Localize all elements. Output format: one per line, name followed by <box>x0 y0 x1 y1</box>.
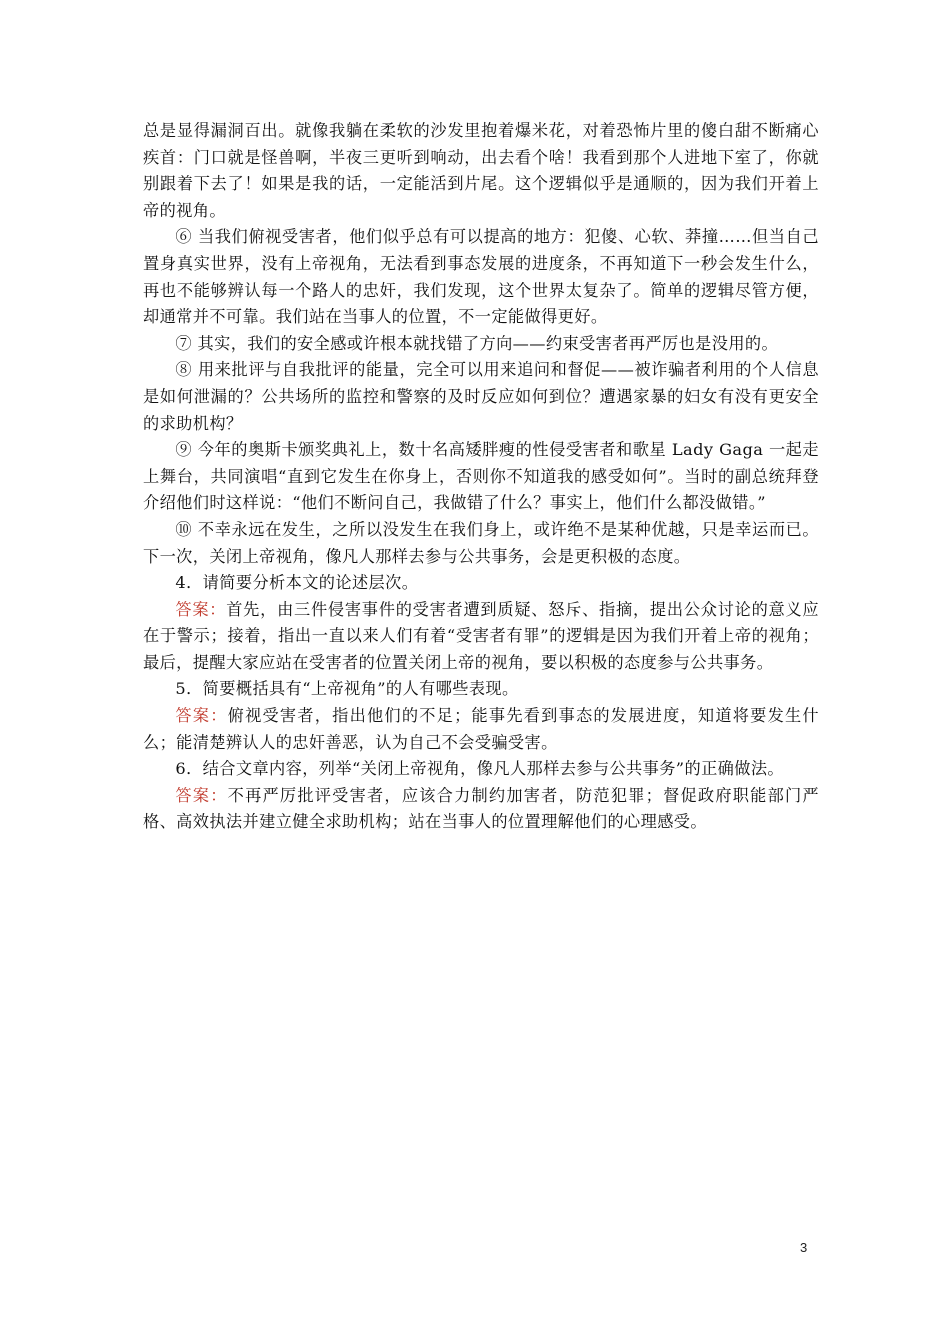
paragraph-8: ⑧ 用来批评与自我批评的能量，完全可以用来追问和督促——被诈骗者利用的个人信息是如何泄漏的？公共场所的监控和警察的及时反应如何到位？遭遇家暴的妇女有没有更安全的求助机构？ <box>143 360 819 433</box>
answer-text: 不再严厉批评受害者，应该合力制约加害者，防范犯罪；督促政府职能部门严格、高效执法并建立健全求助机构；站在当事人的位置理解他们的心理感受。 <box>143 785 819 832</box>
paragraph-7: ⑦ 其实，我们的安全感或许根本就找错了方向——约束受害者再严厉也是没用的。 <box>175 333 779 353</box>
answer-text: 俯视受害者，指出他们的不足；能事先看到事态的发展进度，知道将要发生什么；能清楚辨认人的忠奸善恶，认为自己不会受骗受害。 <box>143 706 819 752</box>
answer-text: 首先，由三件侵害事件的受害者遭到质疑、怒斥、指摘，提出公众讨论的意义应在于警示；接着，指出一直以来人们有着“受害者有罪”的逻辑是因为我们开着上帝的视角；最后，提醒大家应站在受害者的位置关闭上帝的视角，要以积极的态度参与公共事务。 <box>143 599 819 672</box>
question-5: 5．简要概括具有“上帝视角”的人有哪些表现。 <box>175 679 519 699</box>
answer-5 <box>143 703 819 756</box>
answer-6 <box>143 783 819 836</box>
answer-label: 答案： <box>175 599 227 619</box>
paragraph-6: ⑥ 当我们俯视受害者，他们似乎总有可以提高的地方：犯傻、心软、莽撞……但当自己置身真实世界，没有上帝视角，无法看到事态发展的进度条，不再知道下一秒会发生什么，再也不能够辨认每一个路人的忠奸，我们发现，这个世界太复杂了。简单的逻辑尽管方便，却通常并不可靠。我们站在当事人的位置，不一定能做得更好。 <box>143 227 819 327</box>
answer-4 <box>143 597 819 677</box>
question-6: 6．结合文章内容，列举“关闭上帝视角，像凡人那样去参与公共事务”的正确做法。 <box>175 759 785 779</box>
answer-label: 答案： <box>175 706 228 726</box>
document-body <box>143 118 819 836</box>
question-4: 4．请简要分析本文的论述层次。 <box>175 573 419 593</box>
answer-label: 答案： <box>175 785 228 805</box>
paragraph-continuation: 总是显得漏洞百出。就像我躺在柔软的沙发里抱着爆米花，对着恐怖片里的傻白甜不断痛心疾首：门口就是怪兽啊，半夜三更听到响动，出去看个啥！我看到那个人进地下室了，你就别跟着下去了！如果是我的话，一定能活到片尾。这个逻辑似乎是通顺的，因为我们开着上帝的视角。 <box>143 121 819 220</box>
paragraph-10: ⑩ 不幸永远在发生，之所以没发生在我们身上，或许绝不是某种优越，只是幸运而已。下一次，关闭上帝视角，像凡人那样去参与公共事务，会是更积极的态度。 <box>143 519 819 566</box>
page-number: 3 <box>800 1240 808 1255</box>
paragraph-9: ⑨ 今年的奥斯卡颁奖典礼上，数十名高矮胖瘦的性侵受害者和歌星 Lady Gaga 一起走上舞台，共同演唱“直到它发生在你身上，否则你不知道我的感受如何”。当时的副总统拜登介绍他们时这样说：“他们不断问自己，我做错了什么？事实上，他们什么都没做错。” <box>143 440 819 513</box>
